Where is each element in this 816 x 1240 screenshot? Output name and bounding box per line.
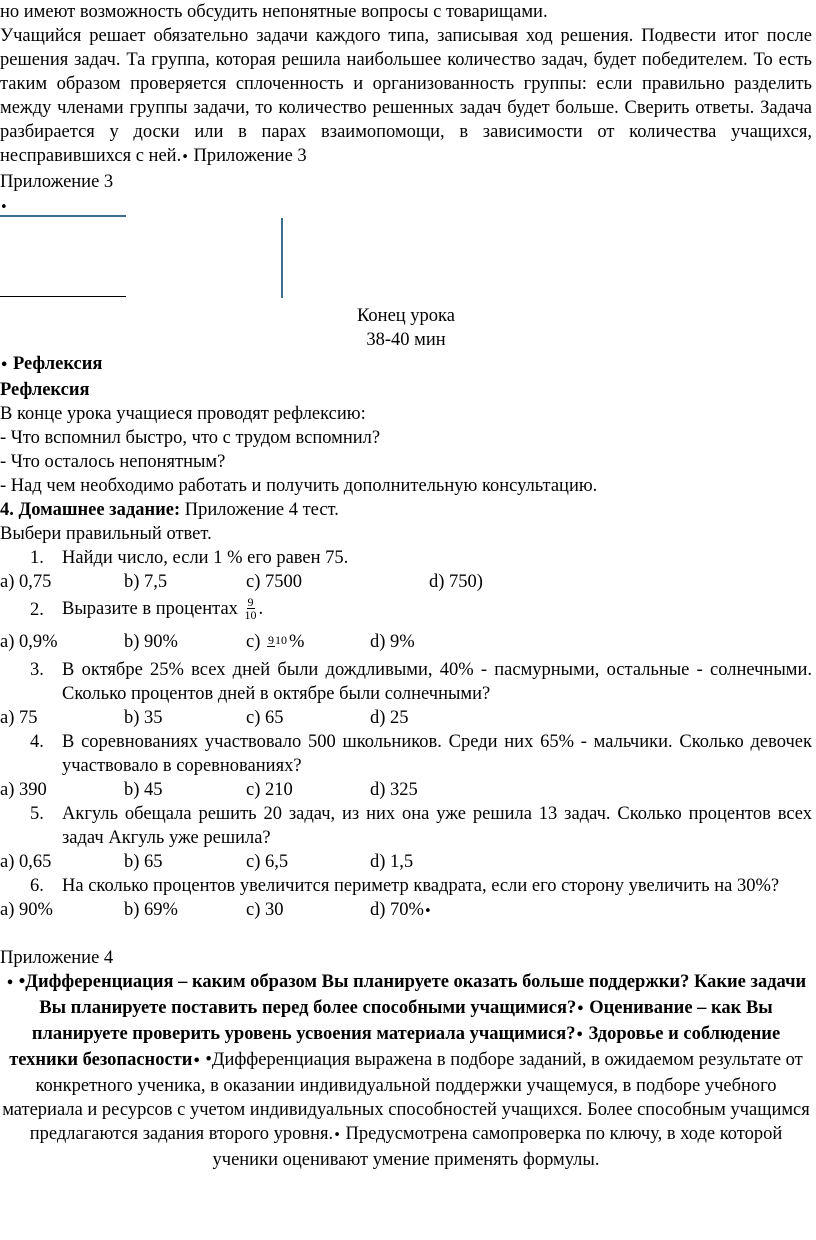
- lesson-end-title: Конец урока: [357, 306, 455, 326]
- frame-vertical-line: [281, 218, 283, 298]
- bullet-icon: •: [5, 976, 15, 991]
- test-question-5: [0, 802, 816, 850]
- option-d-text: d) 70%: [370, 900, 424, 920]
- lesson-end-time: 38-40 мин: [366, 330, 446, 350]
- differentiation-text: •Дифференциация выражена в подборе заданий, в ожидаемом результате от конкретного ученика, в оказании индивидуальной поддержки учащемуся, в подборе учебного материала и ресурсов с учетом индивидуальных способностей учащихся. Более способным учащимся предлагаются задания второго уровня.: [2, 1050, 810, 1144]
- option-a: a) 390: [0, 780, 47, 800]
- appendix3-title: Приложение 3: [0, 172, 114, 192]
- differentiation-heading: •Дифференциация – каким образом Вы планируете оказать больше поддержки? Какие задачи Вы планируете поставить перед более способными учащимися?: [18, 972, 807, 1018]
- option-c: c) 30: [246, 900, 284, 920]
- safety-heading: Здоровье и соблюдение техники безопасности: [9, 1024, 781, 1070]
- option-d: d) 25: [370, 708, 409, 728]
- test-question-2: 2. Выразите в процентах $\frac{9}{10}$ .: [30, 594, 264, 622]
- frame-top-line: [0, 215, 126, 217]
- reflection-question-2: - Что осталось непонятным?: [0, 452, 226, 472]
- option-b: b) 65: [124, 852, 163, 872]
- fraction-numerator: 9: [268, 633, 274, 648]
- option-a: a) 0,9%: [0, 632, 58, 652]
- fraction: [267, 634, 287, 647]
- option-b: b) 45: [124, 780, 163, 800]
- option-d: d) 9%: [370, 632, 415, 652]
- frame-bottom-line: [0, 296, 126, 297]
- question-text: В соревнованиях участвовало 500 школьников. Среди них 65% - мальчики. Сколько девочек участвовало в соревнованиях?: [62, 732, 812, 776]
- homework-text: Приложение 4 тест.: [180, 500, 339, 520]
- question-number: 1.: [30, 548, 44, 568]
- option-b: b) 90%: [124, 632, 178, 652]
- bullet-icon: •: [575, 1028, 584, 1043]
- option-b: b) 35: [124, 708, 163, 728]
- bullet-icon: •: [423, 904, 432, 919]
- reflection-bullet-title: Рефлексия: [12, 354, 103, 374]
- option-b: b) 69%: [124, 900, 178, 920]
- question-text: Найди число, если 1 % его равен 75.: [62, 548, 349, 568]
- option-b: b) 7,5: [124, 572, 168, 592]
- answer-options-1: [0, 570, 816, 594]
- option-d: d) 750): [429, 572, 483, 592]
- reflection-question-1: - Что вспомнил быстро, что с трудом вспомнил?: [0, 428, 381, 448]
- option-c: c) 65: [246, 708, 284, 728]
- option-c: c) 6,5: [246, 852, 289, 872]
- option-a: a) 75: [0, 708, 38, 728]
- option-a: a) 0,65: [0, 852, 52, 872]
- reflection-intro: В конце урока учащиеся проводят рефлексию:: [0, 404, 366, 424]
- reflection-heading: Рефлексия: [0, 380, 90, 400]
- intro-paragraph: [0, 24, 816, 170]
- reflection-question-3: - Над чем необходимо работать и получить дополнительную консультацию.: [0, 476, 598, 496]
- appendix4-title: Приложение 4: [0, 948, 114, 968]
- option-a: a) 0,75: [0, 572, 52, 592]
- option-a: a) 90%: [0, 900, 53, 920]
- fraction-numerator: 9: [247, 594, 254, 609]
- answer-options-4: [0, 778, 816, 802]
- question-number: 5.: [30, 804, 44, 824]
- option-d: [370, 898, 432, 922]
- bullet-icon: •: [576, 1002, 585, 1017]
- test-question-4: [0, 730, 816, 778]
- option-c: c) 210: [246, 780, 293, 800]
- reflection-bullet-heading: [0, 352, 816, 378]
- test-question-3: [0, 658, 816, 706]
- bullet-icon: •: [0, 358, 9, 373]
- answer-options-6: [0, 898, 816, 922]
- spacer: [0, 922, 816, 946]
- answer-options-2: [0, 626, 816, 658]
- question-text: На сколько процентов увеличится периметр квадрата, если его сторону увеличить на 30%?: [62, 876, 780, 896]
- fraction-denominator: 10: [244, 607, 257, 622]
- test-question-6: [0, 874, 816, 898]
- bullet-icon: •: [333, 1128, 341, 1143]
- fraction-denominator: 10: [275, 633, 287, 648]
- question-text: В октябре 25% всех дней были дождливыми, 40% - пасмурными, остальные - солнечными. Сколько процентов дней в октябре были солнечными?: [62, 660, 812, 704]
- test-instruction: Выбери правильный ответ.: [0, 524, 212, 544]
- bullet-icon: •: [192, 1054, 201, 1069]
- answer-options-5: [0, 850, 816, 874]
- option-d: d) 325: [370, 780, 418, 800]
- appendix3-frame: [0, 218, 816, 304]
- option-c: c) 910 %: [246, 632, 305, 652]
- bullet-icon: •: [181, 150, 189, 165]
- homework-label: 4. Домашнее задание:: [0, 500, 181, 520]
- answer-options-3: [0, 706, 816, 730]
- option-c-label: c): [246, 632, 261, 652]
- fraction: [245, 596, 257, 621]
- question-number: 6.: [30, 876, 44, 896]
- bullet-icon: •: [0, 200, 8, 215]
- assessment-heading: Оценивание – как Вы планируете проверить уровень усвоения материала учащимися?: [31, 998, 773, 1044]
- test-question-1: [0, 546, 816, 570]
- question-number: 3.: [30, 660, 44, 680]
- intro-line: но имеют возможность обсудить непонятные вопросы с товарищами.: [0, 2, 548, 22]
- question-text: Акгуль обещала решить 20 задач, из них она уже решила 13 задач. Сколько процентов всех задач Акгуль уже решила?: [62, 804, 812, 848]
- question-number: 2.: [30, 600, 44, 620]
- appendix3-inline-ref: Приложение 3: [188, 146, 307, 166]
- option-c: c) 7500: [246, 572, 302, 592]
- question-text: Выразите в процентах: [62, 599, 238, 620]
- intro-paragraph-text: Учащийся решает обязательно задачи каждого типа, записывая ход решения. Подвести итог после решения задач. Та группа, которая решила наибольшее количество задач, будет победителем. То есть таким образом проверяется сплоченность и организованность группы: если правильно разделить между членами группы задачи, то количество решенных задач будет больше. Сверить ответы. Задача разбирается у доски или в парах взаимопомощи, в зависимости от количества учащихся, несправившихся с ней.: [0, 26, 812, 166]
- question-number: 4.: [30, 732, 44, 752]
- appendix4-heading: [0, 970, 816, 1172]
- assessment-text: Предусмотрена самопроверка по ключу, в ходе которой ученики оценивают умение применять формулы.: [212, 1124, 783, 1170]
- homework-line: [0, 498, 816, 522]
- option-d: d) 1,5: [370, 852, 414, 872]
